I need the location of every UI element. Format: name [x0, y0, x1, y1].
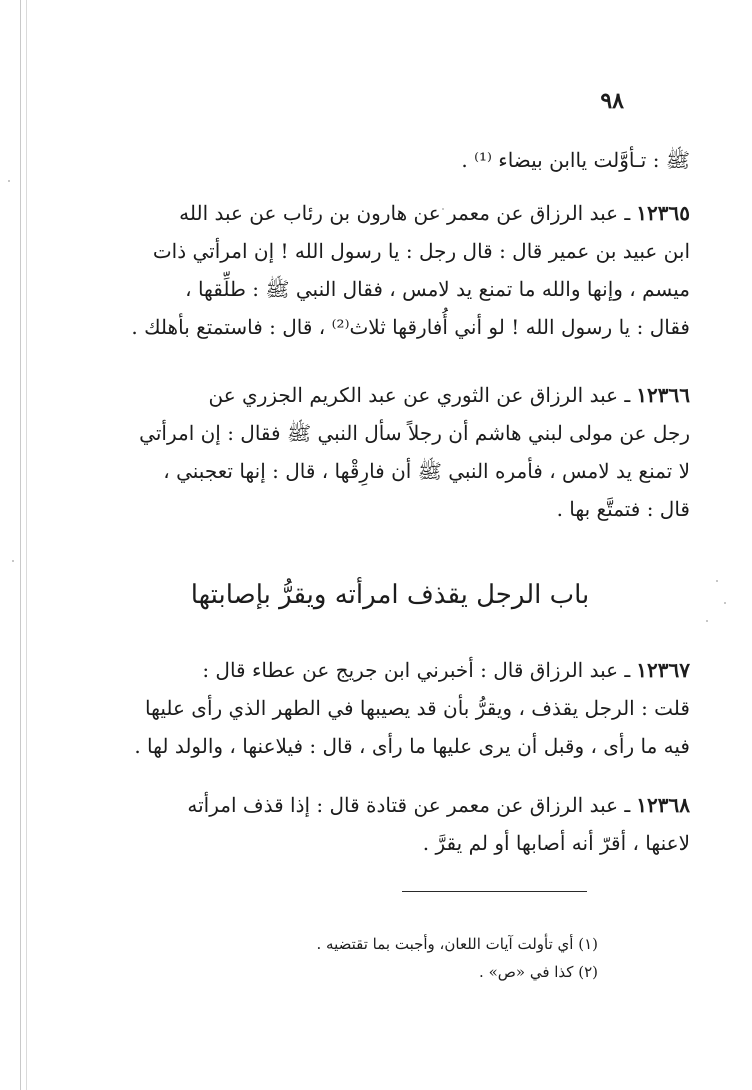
hadith-paragraph: [90, 786, 690, 862]
chapter-heading: باب الرجل يقذف امرأته ويقرُّ بإصابتها: [190, 580, 590, 610]
hadith-continuation: [90, 141, 690, 179]
hadith-number: ١٢٣٦٨: [636, 793, 690, 817]
hadith-number: ١٢٣٦٥: [636, 201, 690, 225]
text-line: ابن عبيد بن عمير قال : قال رجل : يا رسول الله ! إن امرأتي ذات: [152, 239, 690, 263]
footnote-separator: [402, 891, 587, 892]
hadith-number: ١٢٣٦٦: [636, 383, 690, 407]
hadith-number: ١٢٣٦٧: [636, 658, 690, 682]
text-line: قال : فتمتَّع بها .: [556, 497, 690, 521]
page-number: ٩٨: [600, 88, 624, 114]
hadith-paragraph: [90, 651, 690, 765]
scan-speck: [706, 620, 708, 622]
hadith-paragraph: [90, 376, 690, 528]
text-line: فيه ما رأى ، وقبل أن يرى عليها ما رأى ، قال : فيلاعنها ، والولد لها .: [134, 734, 690, 758]
text-line: رجل عن مولى لبني هاشم أن رجلاً سأل النبي ﷺ فقال : إن امرأتي: [139, 421, 690, 445]
text-line: ١٢٣٦٨ـ عبد الرزاق عن معمر عن قتادة قال : إذا قذف امرأته: [187, 793, 690, 817]
scan-speck: [12, 560, 14, 562]
scan-speck: [8, 180, 10, 182]
text-line: قلت : الرجل يقذف ، ويقرُّ بأن قد يصيبها في الطهر الذي رأى عليها: [145, 696, 690, 720]
text-line: ﷺ : تـأوَّلت ياابن بيضاء ⁽¹⁾ .: [461, 148, 690, 172]
text-line: ١٢٣٦٧ـ عبد الرزاق قال : أخبرني ابن جريج عن عطاء قال :: [202, 658, 690, 682]
scan-speck: [724, 602, 726, 604]
binding-edge-line: [20, 0, 21, 1090]
text-line: فقال : يا رسول الله ! لو أني أُفارقها ثلاث⁽²⁾ ، قال : فاستمتع بأهلك .: [131, 315, 690, 339]
text-line: لا تمنع يد لامس ، فأمره النبي ﷺ أن فارِقْها ، قال : إنها تعجبني ،: [163, 459, 690, 483]
text-line: ١٢٣٦٥ـ عبد الرزاق عن معمر عن هارون بن رئاب عن عبد الله: [179, 201, 690, 225]
footnotes: [200, 930, 598, 986]
hadith-paragraph: [90, 194, 690, 346]
text-line: ميسم ، وإنها والله ما تمنع يد لامس ، فقال النبي ﷺ : طلِّقها ،: [185, 277, 690, 301]
scan-speck: [716, 580, 718, 582]
text-line: لاعنها ، أقرّ أنه أصابها أو لم يقرَّ .: [422, 831, 690, 855]
footnote-2: (٢) كذا في «ص» .: [479, 963, 598, 981]
text-line: ١٢٣٦٦ـ عبد الرزاق عن الثوري عن عبد الكريم الجزري عن: [208, 383, 690, 407]
footnote-1: (١) أي تأولت آيات اللعان، وأجبت بما تقتضيه .: [316, 935, 598, 953]
binding-edge-line: [26, 0, 27, 1090]
